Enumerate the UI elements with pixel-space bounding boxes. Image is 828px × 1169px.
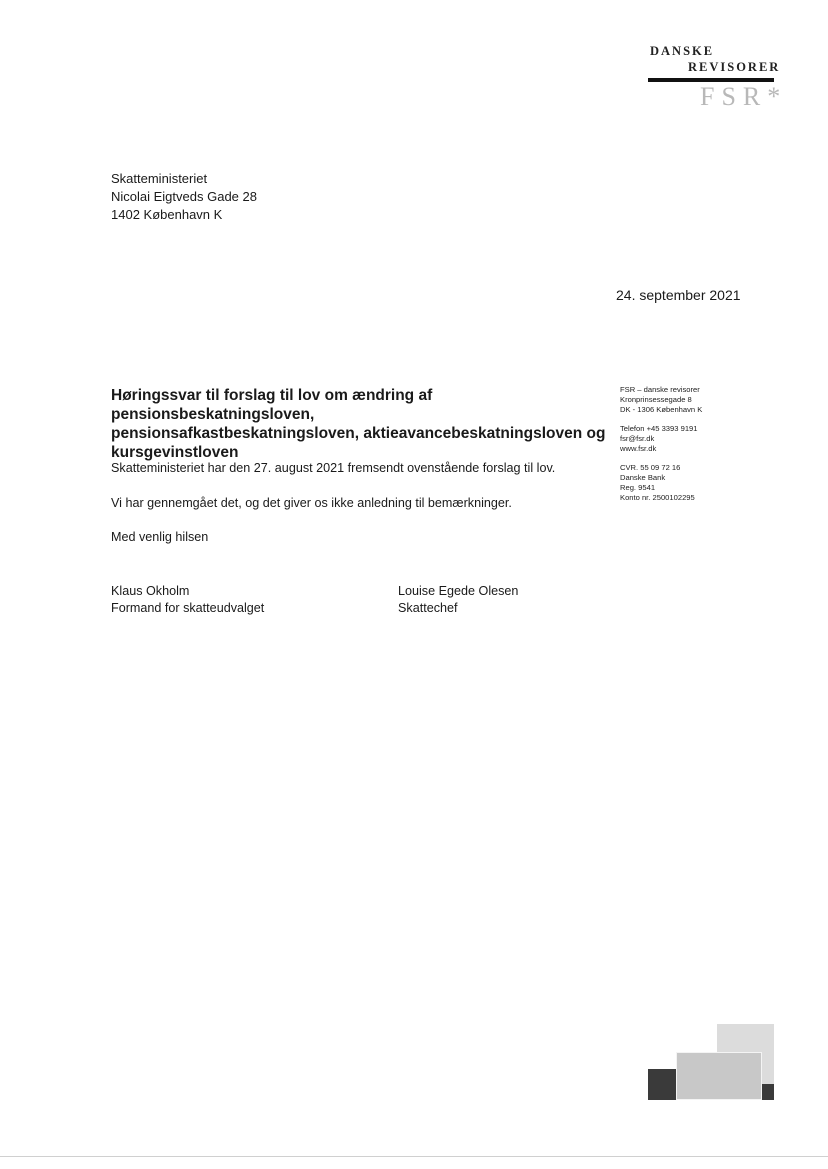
signature-1 (111, 583, 264, 617)
signature-name: Klaus Okholm (111, 584, 190, 598)
footer-graphic-mid (676, 1052, 762, 1100)
sender-info-sidebar (620, 385, 702, 503)
recipient-address (111, 170, 257, 224)
logo-line-1: DANSKE (650, 44, 715, 58)
subject-line-2: pensionsafkastbeskatningsloven, aktieavancebeskatningsloven og (111, 425, 606, 442)
page-bottom-rule (0, 1156, 828, 1157)
fsr-logo (648, 44, 788, 111)
sidebar-cvr: CVR. 55 09 72 16 (620, 463, 681, 472)
subject-line-3: kursgevinstloven (111, 444, 239, 461)
signature-name: Louise Egede Olesen (398, 584, 519, 598)
sidebar-phone: Telefon +45 3393 9191 (620, 424, 698, 433)
letter-subject (111, 386, 611, 462)
logo-line-2: REVISORER (688, 60, 781, 74)
sidebar-bank: Danske Bank (620, 473, 666, 482)
subject-line-1: Høringssvar til forslag til lov om ændring af pensionsbeskatningsloven, (111, 387, 433, 423)
closing-salutation: Med venlig hilsen (111, 530, 209, 544)
sidebar-web: www.fsr.dk (620, 444, 657, 453)
sidebar-email: fsr@fsr.dk (620, 434, 655, 443)
logo-mark: FSR* (700, 82, 788, 111)
sidebar-account: Konto nr. 2500102295 (620, 493, 695, 502)
signature-2 (398, 583, 518, 617)
signature-title: Formand for skatteudvalget (111, 601, 265, 615)
sidebar-city: DK - 1306 København K (620, 405, 703, 414)
sidebar-org: FSR – danske revisorer (620, 385, 700, 394)
letter-date: 24. september 2021 (616, 287, 741, 303)
recipient-street: Nicolai Eigtveds Gade 28 (111, 189, 257, 204)
signature-title: Skattechef (398, 601, 458, 615)
sidebar-street: Kronprinsessegade 8 (620, 395, 692, 404)
body-paragraph-1: Skatteministeriet har den 27. august 2021 fremsendt ovenstående forslag til lov. (111, 461, 556, 475)
sidebar-reg: Reg. 9541 (620, 483, 656, 492)
body-paragraph-2: Vi har gennemgået det, og det giver os ikke anledning til bemærkninger. (111, 496, 512, 510)
recipient-city: 1402 København K (111, 207, 223, 222)
recipient-name: Skatteministeriet (111, 171, 208, 186)
